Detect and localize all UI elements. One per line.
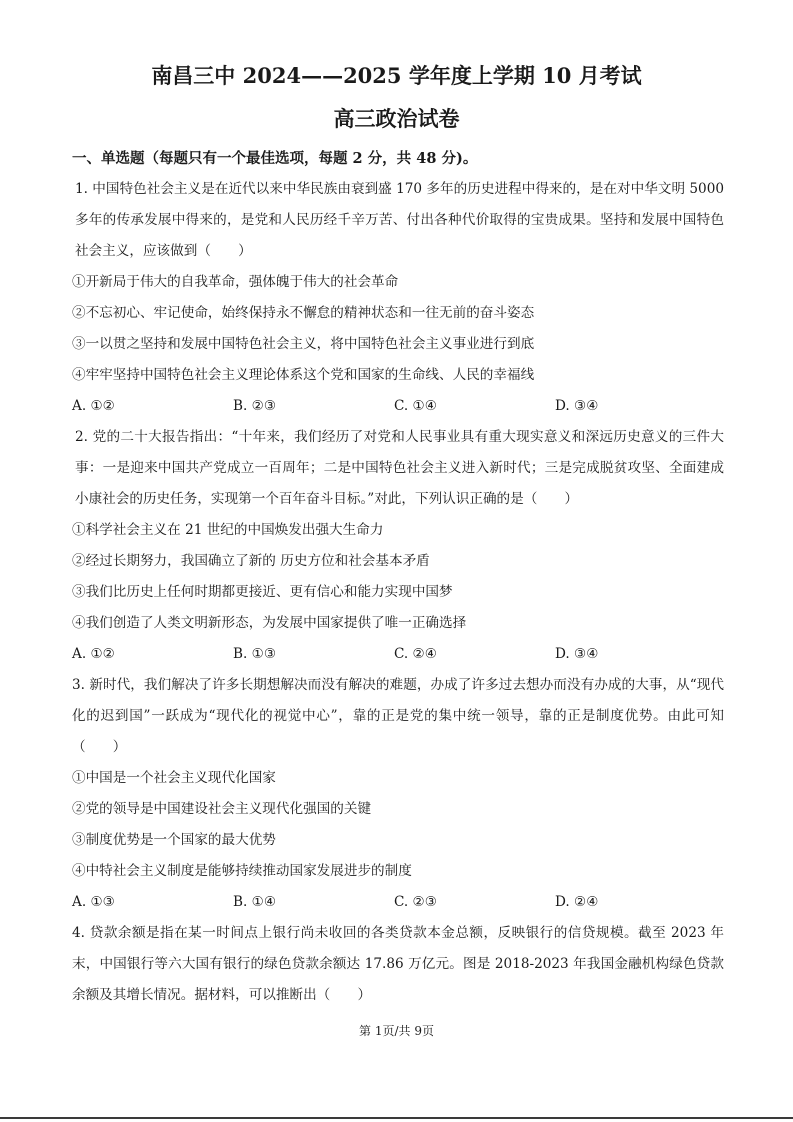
option-c: C. ②④ (394, 646, 437, 662)
statement: ③我们比历史上任何时期都更接近、更有信心和能力实现中国梦 (72, 584, 453, 600)
statement: ①科学社会主义在 21 世纪的中国焕发出强大生命力 (72, 522, 384, 538)
answer-options (72, 887, 724, 918)
statement: ②经过长期努力，我国确立了新的 历史方位和社会基本矛盾 (72, 553, 430, 569)
option-a: A. ①② (72, 646, 115, 662)
option-c: C. ②③ (394, 894, 437, 910)
question-stem: 1. 中国特色社会主义是在近代以来中华民族由衰到盛 170 多年的历史进程中得来的，是在对中华文明 5000 多年的传承发展中得来的，是党和人民历经千辛万苦、付出各种代价取得的宝贵成果。坚持和发展中国特色社会主义，应该做到（ ） (75, 181, 724, 259)
statement: ①开新局于伟大的自我革命，强体魄于伟大的社会革命 (72, 274, 399, 290)
page-number: 第 1页/共 9页 (359, 1024, 434, 1038)
option-b: B. ②③ (233, 398, 277, 414)
statement: ④我们创造了人类文明新形态，为发展中国家提供了唯一正确选择 (72, 615, 467, 631)
question-1 (72, 174, 724, 422)
option-a: A. ①② (72, 398, 115, 414)
option-b: B. ①④ (233, 894, 277, 910)
section-heading: 一、单选题（每题只有一个最佳选项，每题 2 分，共 48 分)。 (72, 150, 478, 167)
question-stem: 4. 贷款余额是指在某一时间点上银行尚未收回的各类贷款本金总额，反映银行的信贷规模。截至 2023 年末，中国银行等六大国有银行的绿色贷款余额达 17.86 万亿元。图是 2018-2023 年我国金融机构绿色贷款余额及其增长情况。据材料，可以推断出（ ） (72, 925, 724, 1003)
option-c: C. ①④ (394, 398, 437, 414)
statement: ④中特社会主义制度是能够持续推动国家发展进步的制度 (72, 863, 412, 879)
option-d: D. ②④ (555, 894, 599, 910)
option-d: D. ③④ (555, 398, 599, 414)
question-3 (72, 670, 724, 918)
option-d: D. ③④ (555, 646, 599, 662)
question-stem: 2. 党的二十大报告指出：“十年来，我们经历了对党和人民事业具有重大现实意义和深远历史意义的三件大事：一是迎来中国共产党成立一百周年；二是中国特色社会主义进入新时代；三是完成脱贫攻坚、全面建成小康社会的历史任务，实现第一个百年奋斗目标。”对此，下列认识正确的是（ ） (75, 429, 724, 507)
statement: ①中国是一个社会主义现代化国家 (72, 770, 276, 786)
question-stem: 3. 新时代，我们解决了许多长期想解决而没有解决的难题，办成了许多过去想办而没有办成的大事，从“现代化的迟到国”一跃成为“现代化的视觉中心”，靠的正是党的集中统一领导，靠的正是制度优势。由此可知（ ） (72, 677, 724, 755)
statement: ②不忘初心、牢记使命，始终保持永不懈怠的精神状态和一往无前的奋斗姿态 (72, 305, 535, 321)
statement: ③一以贯之坚持和发展中国特色社会主义，将中国特色社会主义事业进行到底 (72, 336, 535, 352)
answer-options (72, 639, 724, 670)
question-2 (72, 422, 724, 670)
exam-content (72, 143, 724, 1011)
statement: ②党的领导是中国建设社会主义现代化强国的关键 (72, 801, 372, 817)
bottom-divider (0, 1117, 793, 1119)
statement: ④牢牢坚持中国特色社会主义理论体系这个党和国家的生命线、人民的幸福线 (72, 367, 535, 383)
option-a: A. ①③ (72, 894, 115, 910)
answer-options (72, 391, 724, 422)
statement: ③制度优势是一个国家的最大优势 (72, 832, 276, 848)
exam-title: 南昌三中 2024——2025 学年度上学期 10 月考试 (151, 63, 642, 88)
question-4 (72, 918, 724, 1011)
exam-subtitle: 高三政治试卷 (333, 106, 460, 131)
option-b: B. ①③ (233, 646, 277, 662)
